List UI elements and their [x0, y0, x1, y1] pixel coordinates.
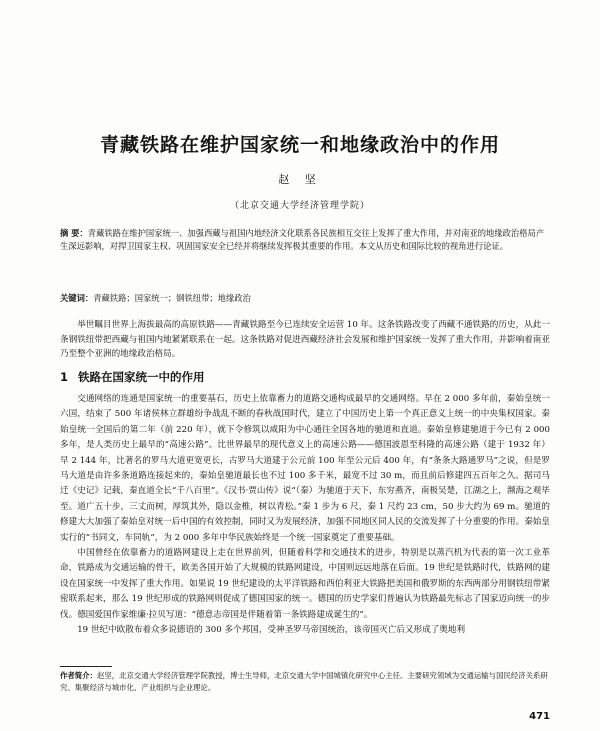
- footnote-divider: [60, 666, 112, 667]
- body-paragraph: 交通网络的连通是国家统一的重要基石，历史上依靠畜力的道路交通构成最早的交通网络。早在 2 000 多年前，秦始皇统一六国，结束了 500 年诸侯林立群雄纷争战乱不断的春秋战国时代，建立了中国历史上第一个真正意义上统一的中央集权国家。秦始皇统一全国后的第二年（前 220 年），就下令修筑以咸阳为中心通往全国各地的驰道和直道。秦始皇修建驰道于今已有 2 000 多年，是人类历史上最早的“高速公路”。比世界最早的现代意义上的高速公路——德国波恩至科隆的高速公路（建于 1932 年）早 2 144 年，比著名的罗马大道更宽更长，古罗马大道建于公元前 100 年至公元后 400 年，有“条条大路通罗马”之说，但是罗马大道是由许多条道路连接起来的，秦始皇驰道最长也不过 100 多千米，最宽不过 30 m，而且前后修建四五百年之久。据司马迁《史记》记载，秦直道全长“千八百里”。《汉书·贾山传》说“（秦）为驰道于天下，东穷燕齐，南极吴楚，江湖之上，濒海之观毕至。道广五十步，三丈而树，厚筑其外，隐以金椎，树以青松。”秦 1 步为 6 尺，秦 1 尺约 23 cm，50 步大约为 69 m。驰道的修建大大加强了秦始皇对统一后中国的有效控制，同时又为发展经济，加强不同地区同人民的交流发挥了十分重要的作用。秦始皇实行的“书同文，车同轨”，为 2 000 多年中华民族始终是一个统一国家奠定了重要基础。: [60, 394, 550, 543]
- author-affiliation: （北京交通大学经济管理学院）: [229, 201, 370, 211]
- abstract-text: 青藏铁路在维护国家统一、加强西藏与祖国内地经济文化联系各民族相互交往上发挥了重大作用，并对南亚的地缘政治格局产生深远影响，对捍卫国家主权、巩固国家安全已经并将继续发挥极其重要的作用。本文从历史和国际比较的视角进行论证。: [60, 228, 545, 252]
- footnote: [60, 670, 550, 694]
- abstract: [60, 227, 550, 253]
- footnote-text: 赵坚，北京交通大学经济管理学院教授，博士生导师，北京交通大学中国城镇化研究中心主任。主要研究领域为交通运输与国民经济关系研究、集聚经济与城市化、产业组织与企业理论。: [60, 671, 548, 692]
- abstract-label: 摘 要：: [60, 228, 88, 238]
- section-title: 铁路在国家统一中的作用: [78, 370, 205, 384]
- keywords-text: 青藏铁路；国家统一；钢铁纽带；地缘政治: [93, 293, 251, 303]
- body-paragraph: 19 世纪中欧散布着众多说德语的 300 多个邦国，受神圣罗马帝国统治，该帝国灭亡后又形成了奥地利: [77, 625, 466, 636]
- section-heading: [60, 369, 550, 385]
- body-text: [60, 392, 550, 639]
- article-title: 青藏铁路在维护国家统一和地缘政治中的作用: [99, 134, 500, 156]
- keywords: [60, 292, 550, 305]
- page-number: 471: [529, 711, 550, 722]
- intro-paragraph: 举世瞩目世界上海拔最高的高原铁路——青藏铁路至今已连续安全运营 10 年。这条铁路改变了西藏不通铁路的历史，从此一条钢铁纽带把西藏与祖国内地紧紧联系在一起。这条铁路对促进西藏经济社会发展和维护国家统一发挥了重大作用，并影响着南亚乃至整个亚洲的地缘政治格局。: [60, 320, 550, 360]
- author-name: 赵 坚: [278, 173, 322, 186]
- keywords-label: 关键词：: [60, 293, 94, 303]
- section-number: 1: [60, 370, 69, 384]
- body-paragraph: 中国曾经在依靠畜力的道路网建设上走在世界前列，但随着科学和交通技术的进步，特别是以蒸汽机为代表的第一次工业革命，铁路成为交通运输的骨干，欧美各国开始了大规模的铁路网建设，中国则远远地落在后面。19 世纪是铁路时代，铁路网的建设在国家统一中发挥了重大作用。如果说 19 世纪建设的太平洋铁路和西伯利亚大铁路把美国和俄罗斯的东西两部分用钢铁纽带紧密联系起来，那么 19 世纪形成的铁路网则促成了德国国家的统一。德国的历史学家们普遍认为铁路最先标志了国家迈向统一的步伐。德国爱国作家维廉·拉贝写道：“德意志帝国是伴随着第一条铁路建成诞生的”。: [60, 548, 550, 620]
- footnote-label: 作者简介：: [60, 671, 97, 680]
